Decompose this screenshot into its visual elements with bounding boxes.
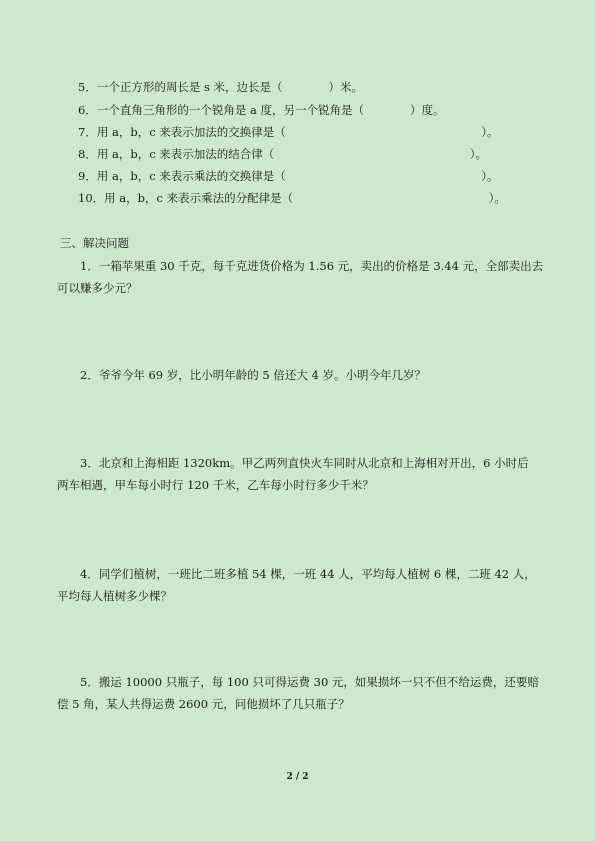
problem-5-line-2: 偿 5 角，某人共得运费 2600 元，问他损坏了几只瓶子？ — [57, 697, 350, 711]
problem-3-line-1: 3．北京和上海相距 1320km。甲乙两列直快火车同时从北京和上海相对开出，6 小时后 — [80, 456, 529, 470]
problem-1-line-1: 1．一箱苹果重 30 千克，每千克进货价格为 1.56 元，卖出的价格是 3.44 元，全部卖出去 — [80, 259, 544, 273]
problem-3-line-2: 两车相遇，甲车每小时行 120 千米，乙车每小时行多少千米？ — [57, 478, 374, 492]
fill-blank-8: 8．用 a，b，c 来表示加法的结合律（ ）。 — [78, 147, 488, 161]
problem-5-line-1: 5．搬运 10000 只瓶子，每 100 只可得运费 30 元，如果损坏一只不但不给运费，还要赔 — [80, 675, 539, 689]
fill-blank-10: 10．用 a，b，c 来表示乘法的分配律是（ ）。 — [78, 191, 506, 205]
problem-1-line-2: 可以赚多少元？ — [57, 281, 138, 295]
fill-blank-5: 5．一个正方形的周长是 s 米，边长是（ ）米。 — [78, 80, 364, 94]
problem-2-line-1: 2．爷爷今年 69 岁，比小明年龄的 5 倍还大 4 岁。小明今年几岁？ — [80, 368, 427, 382]
page-number: 2 / 2 — [286, 772, 309, 782]
problem-4-line-1: 4．同学们植树，一班比二班多植 54 棵，一班 44 人，平均每人植树 6 棵，二班 42 人， — [80, 567, 536, 581]
section-title: 三、解决问题 — [60, 236, 129, 250]
problem-4-line-2: 平均每人植树多少棵？ — [57, 589, 172, 603]
fill-blank-7: 7．用 a，b，c 来表示加法的交换律是（ ）。 — [78, 125, 499, 139]
fill-blank-9: 9．用 a，b，c 来表示乘法的交换律是（ ）。 — [78, 169, 499, 183]
fill-blank-6: 6．一个直角三角形的一个锐角是 a 度，另一个锐角是（ ）度。 — [78, 103, 445, 117]
